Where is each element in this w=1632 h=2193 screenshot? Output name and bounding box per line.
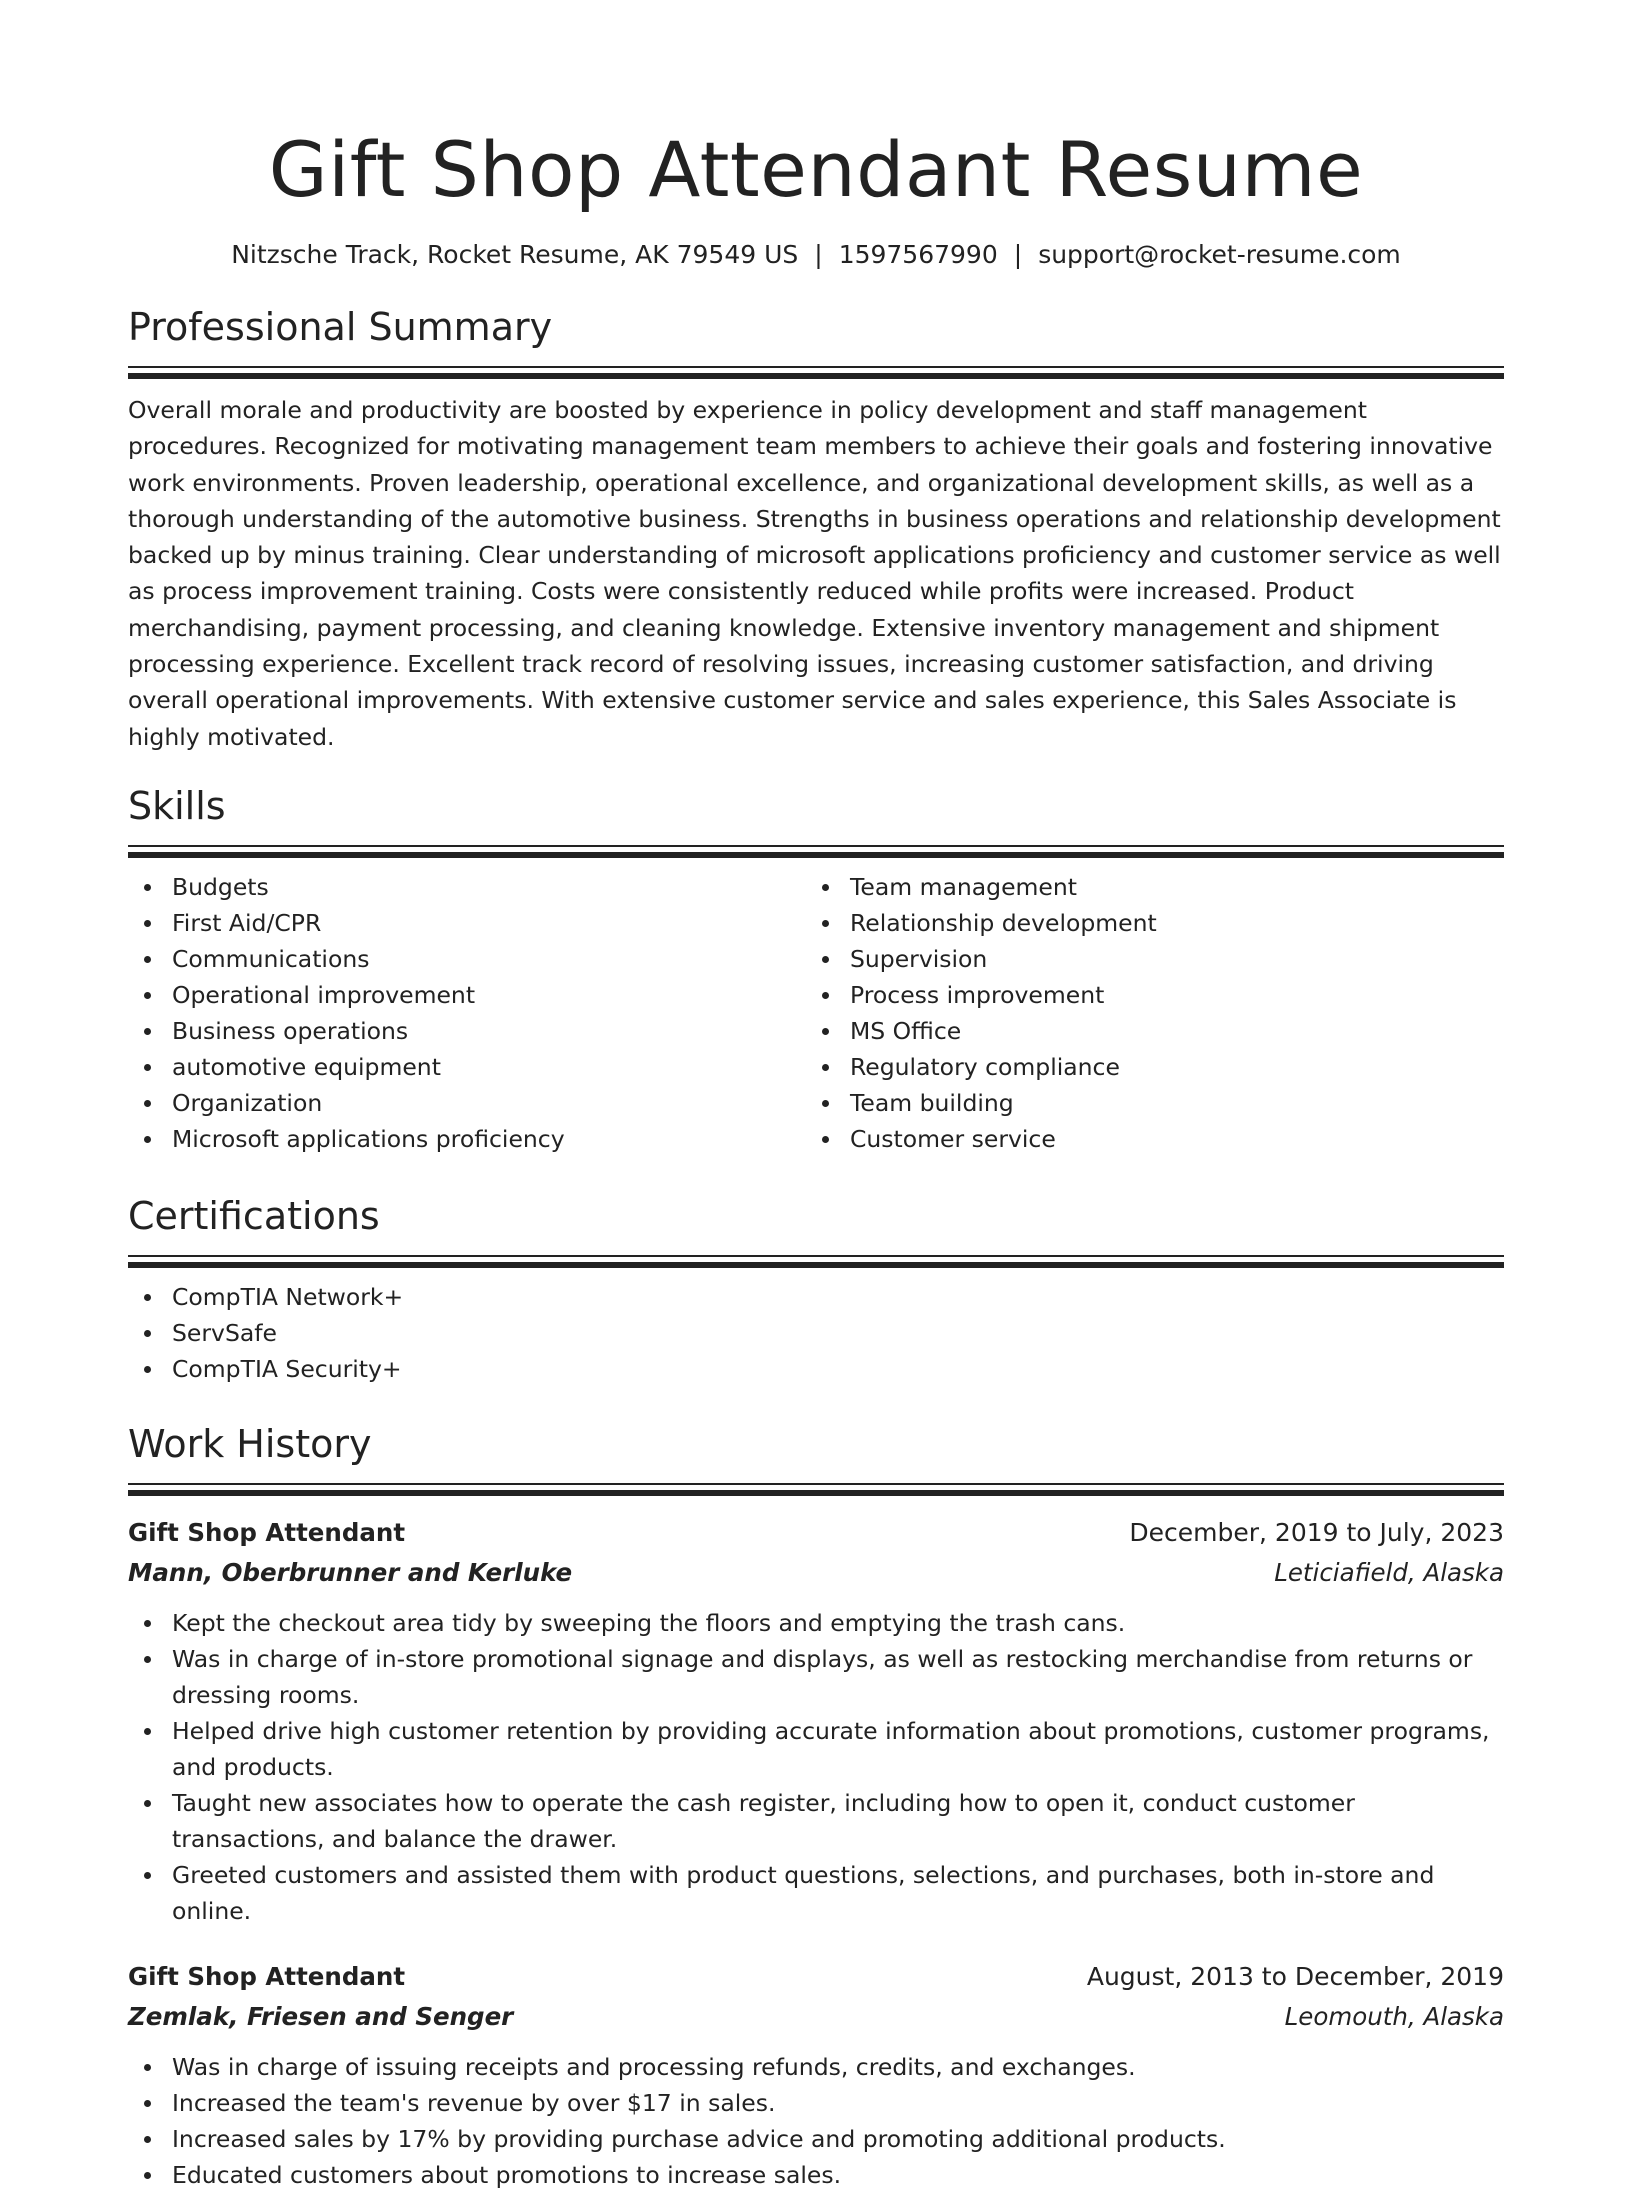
list-item: CompTIA Network+ [172,1279,1504,1315]
contact-separator: | [1013,240,1023,269]
list-item: First Aid/CPR [172,905,806,941]
work-history-section [128,1419,1504,2193]
list-item: MS Office [850,1013,1484,1049]
skills-column-right [806,859,1484,1157]
job-bullet: Greeted customers and assisted them with product questions, selections, and purchases, both in-store and online. [172,1857,1504,1929]
section-heading-certifications: Certifications [128,1193,380,1238]
contact-address: Nitzsche Track, Rocket Resume, AK 79549 US [231,240,799,269]
job-bullet: Was in charge of issuing receipts and processing refunds, credits, and exchanges. [172,2049,1504,2085]
certifications-section [128,1191,1504,1387]
skills-column-left [128,859,806,1157]
job-location: Leomouth, Alaska [1284,2001,1504,2031]
job-company-row [128,1997,1504,2037]
job-bullet: Increased the team's revenue by over $17 in sales. [172,2085,1504,2121]
section-divider [128,1255,1504,1269]
list-item: Process improvement [850,977,1484,1013]
resume-title: Gift Shop Attendant Resume [268,125,1364,214]
list-item: Customer service [850,1121,1484,1157]
list-item: Supervision [850,941,1484,977]
job-header-row [128,1513,1504,1553]
section-divider [128,1483,1504,1497]
list-item: Relationship development [850,905,1484,941]
list-item: Business operations [172,1013,806,1049]
contact-line [128,238,1504,272]
job-header-row [128,1957,1504,1997]
job-bullets [128,2049,1504,2193]
section-heading-work-history: Work History [128,1421,372,1466]
contact-phone: 1597567990 [838,240,998,269]
skills-list-left [128,869,806,1157]
job-dates: August, 2013 to December, 2019 [1086,1961,1504,1991]
job-title: Gift Shop Attendant [128,1961,406,1991]
list-item: Budgets [172,869,806,905]
job-bullets [128,1605,1504,1929]
section-divider [128,366,1504,380]
section-heading-summary: Professional Summary [128,305,553,349]
list-item: Regulatory compliance [850,1049,1484,1085]
job-bullet: Helped drive high customer retention by providing accurate information about promotions, customer programs, and products. [172,1713,1504,1785]
summary-section [128,302,1504,755]
job-title: Gift Shop Attendant [128,1517,406,1547]
skills-grid [128,859,1504,1157]
list-item: Communications [172,941,806,977]
list-item: Operational improvement [172,977,806,1013]
contact-email: support@rocket-resume.com [1038,240,1401,269]
contact-separator: | [814,240,823,269]
job-location: Leticiafield, Alaska [1274,1557,1504,1587]
job-bullet: Increased sales by 17% by providing purchase advice and promoting additional products. [172,2121,1504,2157]
jobs-list [128,1513,1504,2193]
job-bullet: Kept the checkout area tidy by sweeping the floors and emptying the trash cans. [172,1605,1504,1641]
section-divider [128,845,1504,859]
skills-list-right [806,869,1484,1157]
list-item: ServSafe [172,1315,1504,1351]
resume-page [128,0,1504,2193]
list-item: CompTIA Security+ [172,1351,1504,1387]
job-bullet: Educated customers about promotions to increase sales. [172,2157,1504,2193]
job-bullet: Taught new associates how to operate the cash register, including how to open it, conduct customer transactions, and balance the drawer. [172,1785,1504,1857]
list-item: Team building [850,1085,1484,1121]
certifications-list [128,1279,1504,1387]
job-dates: December, 2019 to July, 2023 [1129,1517,1504,1547]
list-item: Team management [850,869,1484,905]
skills-section [128,781,1504,1157]
job-entry [128,1957,1504,2193]
list-item: automotive equipment [172,1049,806,1085]
job-company-row [128,1553,1504,1593]
job-company: Mann, Oberbrunner and Kerluke [128,1557,573,1587]
list-item: Microsoft applications proficiency [172,1121,806,1157]
job-bullet: Was in charge of in-store promotional signage and displays, as well as restocking merchandise from returns or dressing rooms. [172,1641,1504,1713]
job-entry [128,1513,1504,1929]
summary-text: Overall morale and productivity are boosted by experience in policy development and staff management procedures. Recognized for motivating management team members to achieve their goals and fostering innovative work environments. Proven leadership, operational excellence, and organizational development skills, as well as a thorough understanding of the automotive business. Strengths in business operations and relationship development backed up by minus training. Clear understanding of microsoft applications proficiency and customer service as well as process improvement training. Costs were consistently reduced while profits were increased. Product merchandising, payment processing, and cleaning knowledge. Extensive inventory management and shipment processing experience. Excellent track record of resolving issues, increasing customer satisfaction, and driving overall operational improvements. With extensive customer service and sales experience, this Sales Associate is highly motivated. [128,396,1501,751]
list-item: Organization [172,1085,806,1121]
section-heading-skills: Skills [128,783,226,828]
job-company: Zemlak, Friesen and Senger [128,2001,514,2031]
